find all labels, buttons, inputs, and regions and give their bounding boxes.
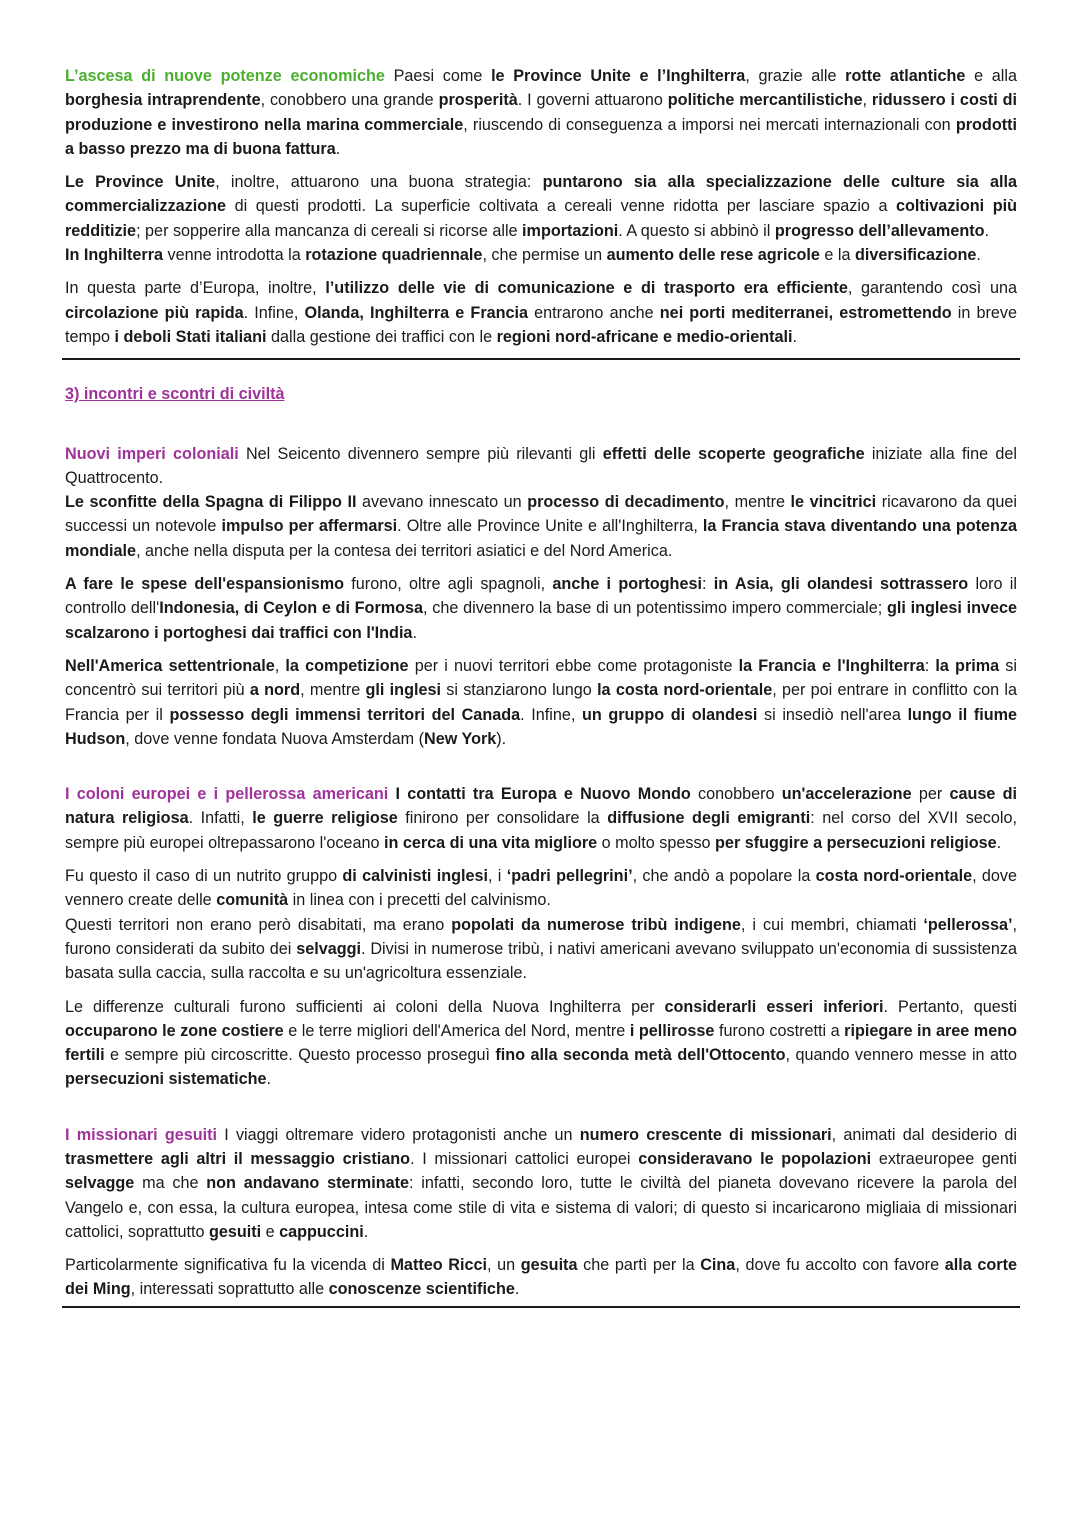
- bold-phrase: gli inglesi: [365, 681, 441, 700]
- bold-phrase: conoscenze scientifiche: [328, 1280, 515, 1299]
- bold-phrase: effetti delle scoperte geografiche: [602, 444, 865, 463]
- bold-phrase: a nord: [249, 681, 301, 700]
- document-page: [65, 64, 1017, 1308]
- bold-phrase: Indonesia, di Ceylon e di Formosa: [159, 599, 424, 618]
- bold-phrase: i pellirosse: [629, 1021, 715, 1040]
- bold-phrase: A fare le spese dell'espansionismo: [65, 575, 344, 594]
- bold-phrase: in cerca di una vita migliore: [383, 833, 598, 852]
- paragraph-vie-comunicazione: In questa parte d’Europa, inoltre, l’utilizzo delle vie di comunicazione e di trasporto era efficiente, garantendo così una circolazione più rapida. Infine, Olanda, Inghilterra e Francia entrarono anche nei porti mediterranei, estromettendo in breve tempo i deboli Stati italiani dalla gestione dei traffici con le regioni nord-africane e medio-orientali.: [65, 279, 1017, 346]
- bold-phrase: comunità: [216, 891, 289, 910]
- bold-phrase: costa nord-orientale: [815, 867, 973, 886]
- bold-phrase: ‘pellerossa’: [923, 915, 1013, 934]
- bold-phrase: fino alla seconda metà dell'Ottocento: [495, 1046, 786, 1065]
- paragraph-espansionismo: A fare le spese dell'espansionismo furono, oltre agli spagnoli, anche i portoghesi: in Asia, gli olandesi sottrassero loro il controllo dell'Indonesia, di Ceylon e di Formosa, che divennero la base di un potentissimo impero commerciale; gli inglesi invece scalzarono i portoghesi dai traffici con l'India.: [65, 575, 1018, 642]
- section-header-3: [65, 382, 1017, 406]
- bold-phrase: In Inghilterra: [65, 246, 164, 265]
- bold-phrase: in Asia, gli olandesi sottrassero: [713, 575, 969, 594]
- bold-phrase: diversificazione: [854, 246, 977, 265]
- paragraph-padri-pellegrini: Fu questo il caso di un nutrito gruppo di calvinisti inglesi, i ‘padri pellegrini’, che andò a popolare la costa nord-orientale, dove vennero create delle comunità in linea con i precetti del calvinismo.: [65, 867, 1018, 910]
- bold-phrase: la Francia stava diventando una potenza mondiale: [65, 517, 1017, 560]
- bold-phrase: ripiegare in aree meno fertili: [65, 1021, 1017, 1065]
- bold-phrase: impulso per affermarsi: [221, 517, 398, 536]
- bold-phrase: gesuiti: [208, 1222, 262, 1241]
- bold-phrase: Olanda, Inghilterra e Francia: [304, 303, 529, 322]
- bold-phrase: le vincitrici: [790, 493, 877, 512]
- paragraph-coloni-pellerossa: [65, 782, 1017, 855]
- paragraph-body: Paesi come le Province Unite e l’Inghilterra, grazie alle rotte atlantiche e alla borghesia intraprendente, conobbero una grande prosperità. I governi attuarono politiche mercantilistiche, ridussero i costi di produzione e investirono nella marina commerciale, riuscendo di conseguenza a imporsi nei mercati internazionali con prodotti a basso prezzo ma di buona fattura.: [65, 67, 1017, 158]
- bold-phrase: ridussero i costi di produzione e investirono nella marina commerciale: [65, 91, 1017, 134]
- bold-phrase: borghesia intraprendente: [65, 91, 261, 110]
- bold-phrase: regioni nord-africane e medio-orientali: [496, 327, 793, 346]
- bold-phrase: lungo il fiume Hudson: [65, 705, 1018, 748]
- bold-phrase: Cina: [700, 1256, 736, 1275]
- bold-phrase: importazioni: [522, 221, 619, 240]
- paragraph-missionari-gesuiti: [65, 1123, 1017, 1244]
- bold-phrase: la Francia e l'Inghilterra: [738, 656, 925, 675]
- subsection-title-coloni: I coloni europei e i pellerossa americani: [65, 785, 389, 804]
- bold-phrase: gesuita: [520, 1256, 578, 1275]
- bold-phrase: politiche mercantilistiche: [667, 91, 863, 110]
- paragraph-differenze-culturali: Le differenze culturali furono sufficienti ai coloni della Nuova Inghilterra per considerarli esseri inferiori. Pertanto, questi occuparono le zone costiere e le terre migliori dell'America del Nord, mentre i pellirosse furono costretti a ripiegare in aree meno fertili e sempre più circoscritte. Questo processo proseguì fino alla seconda metà dell'Ottocento, quando vennero messe in atto persecuzioni sistematiche.: [65, 997, 1017, 1089]
- bold-phrase: alla corte dei Ming: [65, 1256, 1017, 1299]
- bold-phrase: trasmettere agli altri il messaggio cristiano: [65, 1149, 411, 1168]
- subsection-title-imperi: Nuovi imperi coloniali: [65, 444, 239, 463]
- bold-phrase: Le Province Unite: [65, 173, 216, 192]
- bold-phrase: la prima: [935, 656, 1000, 675]
- paragraph-province-unite: Le Province Unite, inoltre, attuarono una buona strategia: puntarono sia alla specializzazione delle culture sia alla commercializzazione di questi prodotti. La superficie coltivata a cereali venne ridotta per lasciare spazio a coltivazioni più redditizie; per sopperire alla mancanza di cereali si ricorse alle importazioni. A questo si abbinò il progresso dell’allevamento.: [65, 173, 1018, 240]
- bold-phrase: la competizione: [285, 656, 409, 675]
- bold-phrase: puntarono sia alla specializzazione delle culture sia alla commercializzazione: [65, 173, 1017, 216]
- bold-phrase: processo di decadimento: [527, 493, 725, 512]
- bold-phrase: possesso degli immensi territori del Canada: [169, 705, 521, 724]
- bold-phrase: nei porti mediterranei, estromettendo: [659, 303, 952, 322]
- bold-phrase: selvagge: [65, 1174, 135, 1193]
- paragraph-body: I contatti tra Europa e Nuovo Mondo conobbero un'accelerazione per cause di natura religiosa. Infatti, le guerre religiose finirono per consolidare la diffusione degli emigranti: nel corso del XVII secolo, sempre più europei oltrepassarono l'oceano in cerca di una vita migliore o molto spesso per sfuggire a persecuzioni religiose.: [65, 785, 1017, 852]
- paragraph-ascesa-potenze: [65, 64, 1017, 161]
- paragraph-matteo-ricci: Particolarmente significativa fu la vicenda di Matteo Ricci, un gesuita che partì per la Cina, dove fu accolto con favore alla corte dei Ming, interessati soprattutto alle conoscenze scientifiche.: [65, 1256, 1017, 1299]
- paragraph-body: I viaggi oltremare videro protagonisti anche un numero crescente di missionari, animati dal desiderio di trasmettere agli altri il messaggio cristiano. I missionari cattolici europei consideravano le popolazioni extraeuropee genti selvagge ma che non andavano sterminate: infatti, secondo loro, tutte le civiltà del pianeta dovevano ricevere la parola del Vangelo e, con essa, la cultura europea, intesa come stile di vita e sistema di valori; di questo si incaricarono migliaia di missionari cattolici, soprattutto gesuiti e cappuccini.: [65, 1125, 1017, 1241]
- bold-phrase: coltivazioni più redditizie: [65, 197, 1018, 240]
- bold-phrase: aumento delle rese agricole: [606, 246, 820, 265]
- section-divider-bottom: [62, 1306, 1020, 1308]
- bold-phrase: cause di natura religiosa: [65, 785, 1017, 828]
- bold-phrase: occuparono le zone costiere: [65, 1021, 284, 1040]
- bold-phrase: I contatti tra Europa e Nuovo Mondo: [395, 785, 691, 804]
- bold-phrase: considerarli esseri inferiori: [664, 997, 884, 1016]
- bold-phrase: non andavano sterminate: [206, 1174, 409, 1193]
- subsection-title-gesuiti: I missionari gesuiti: [65, 1125, 218, 1144]
- bold-phrase: prodotti a basso prezzo ma di buona fattura: [65, 115, 1017, 158]
- section-title-ascesa: L’ascesa di nuove potenze economiche: [65, 67, 385, 85]
- bold-phrase: rotte atlantiche: [845, 67, 966, 85]
- bold-phrase: l’utilizzo delle vie di comunicazione e di trasporto era efficiente: [325, 279, 848, 298]
- bold-phrase: cappuccini: [279, 1222, 364, 1241]
- bold-phrase: i deboli Stati italiani: [114, 327, 267, 346]
- bold-phrase: le guerre religiose: [252, 809, 398, 828]
- paragraph-america-settentrionale: Nell'America settentrionale, la competizione per i nuovi territori ebbe come protagoniste la Francia e l'Inghilterra: la prima si concentrò sui territori più a nord, mentre gli inglesi si stanziarono lungo la costa nord-orientale, per poi entrare in conflitto con la Francia per il possesso degli immensi territori del Canada. Infine, un gruppo di olandesi si insediò nell'area lungo il fiume Hudson, dove venne fondata Nuova Amsterdam (New York).: [65, 656, 1018, 748]
- bold-phrase: persecuzioni sistematiche: [65, 1070, 267, 1089]
- paragraph-body: Nel Seicento divennero sempre più rilevanti gli effetti delle scoperte geografiche iniziate alla fine del Quattrocento.: [65, 444, 1017, 487]
- paragraph-imperi-coloniali: [65, 442, 1017, 491]
- bold-phrase: un'accelerazione: [781, 785, 912, 804]
- bold-phrase: la costa nord-orientale: [597, 681, 773, 700]
- bold-phrase: progresso dell’allevamento: [774, 221, 985, 240]
- bold-phrase: diffusione degli emigranti: [607, 809, 811, 828]
- paragraph-inghilterra: In Inghilterra venne introdotta la rotazione quadriennale, che permise un aumento delle rese agricole e la diversificazione.: [65, 246, 981, 265]
- bold-phrase: rotazione quadriennale: [305, 246, 483, 265]
- bold-phrase: prosperità: [438, 91, 518, 110]
- bold-phrase: le Province Unite e l’Inghilterra: [491, 67, 746, 85]
- bold-phrase: popolati da numerose tribù indigene: [451, 915, 741, 934]
- section-header-incontri: 3) incontri e scontri di civiltà: [65, 385, 285, 404]
- bold-phrase: di calvinisti inglesi: [342, 867, 488, 886]
- paragraph-sconfitte-spagna: Le sconfitte della Spagna di Filippo II avevano innescato un processo di decadimento, mentre le vincitrici ricavarono da quei successi un notevole impulso per affermarsi. Oltre alle Province Unite e all'Inghilterra, la Francia stava diventando una potenza mondiale, anche nella disputa per la contesa dei territori asiatici e del Nord America.: [65, 493, 1018, 560]
- bold-phrase: gli inglesi invece scalzarono i portoghesi dai traffici con l'India: [65, 599, 1017, 642]
- bold-phrase: Nell'America settentrionale: [65, 656, 275, 675]
- bold-phrase: circolazione più rapida: [65, 303, 244, 322]
- bold-phrase: New York: [424, 729, 497, 748]
- bold-phrase: anche i portoghesi: [552, 575, 702, 594]
- bold-phrase: Matteo Ricci: [390, 1256, 487, 1275]
- bold-phrase: selvaggi: [296, 939, 362, 958]
- bold-phrase: Le sconfitte della Spagna di Filippo II: [65, 493, 357, 512]
- bold-phrase: ‘padri pellegrini’: [506, 867, 633, 886]
- bold-phrase: consideravano le popolazioni: [638, 1149, 872, 1168]
- bold-phrase: un gruppo di olandesi: [581, 705, 758, 724]
- paragraph-tribu-indigene: Questi territori non erano però disabitati, ma erano popolati da numerose tribù indigene, i cui membri, chiamati ‘pellerossa’, furono considerati da subito dei selvaggi. Divisi in numerose tribù, i nativi americani avevano sviluppato un'economia di sussistenza basata sulla caccia, sulla raccolta e su un'agricoltura essenziale.: [65, 915, 1017, 983]
- bold-phrase: per sfuggire a persecuzioni religiose: [715, 833, 997, 852]
- bold-phrase: numero crescente di missionari: [579, 1125, 832, 1144]
